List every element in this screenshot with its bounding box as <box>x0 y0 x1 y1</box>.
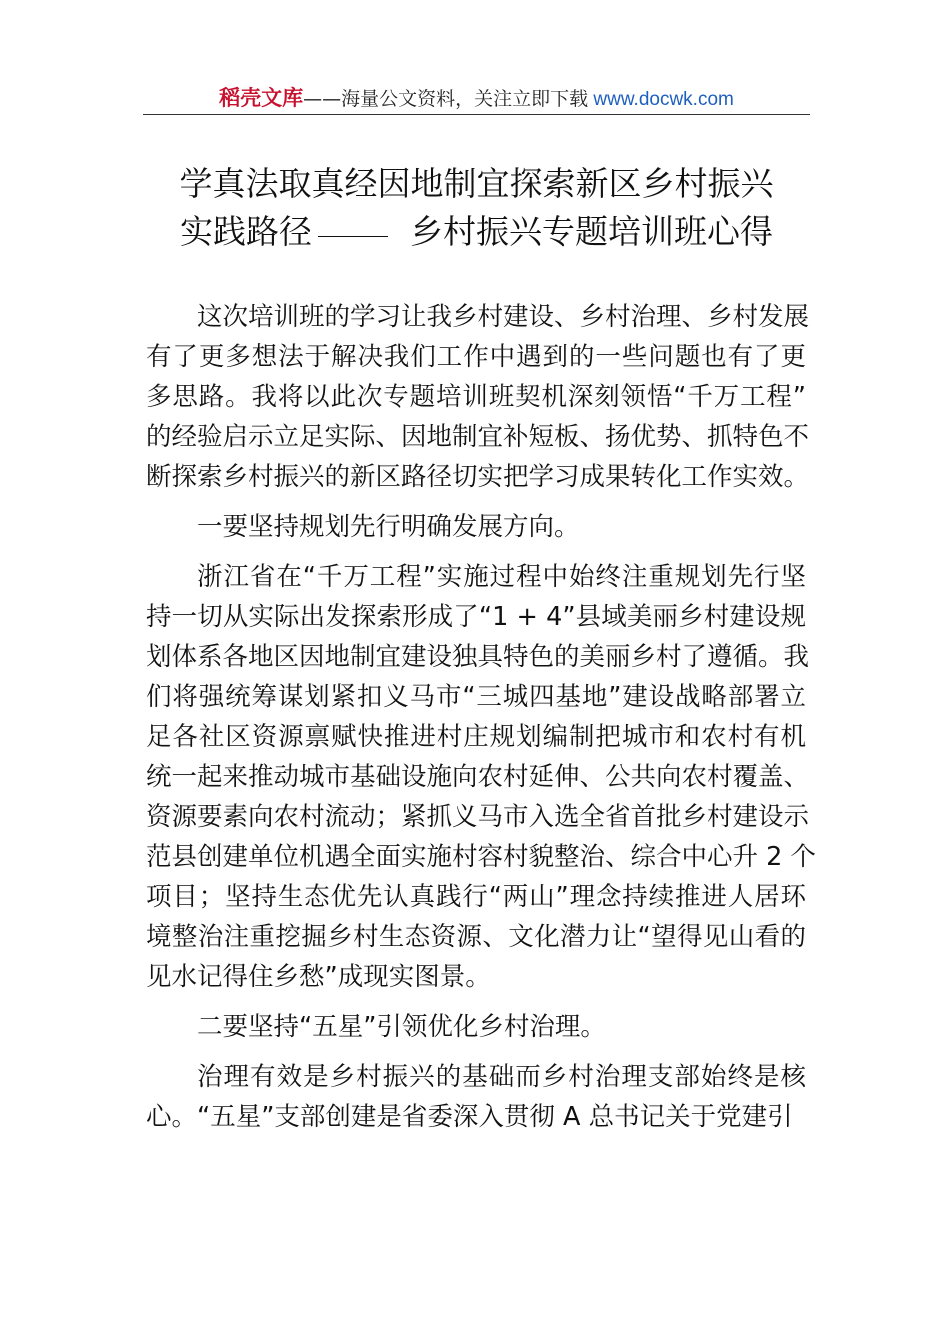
page-header <box>143 84 810 114</box>
paragraph-line: 见水记得住乡愁”成现实图景。 <box>146 962 491 992</box>
header-divider <box>143 114 810 115</box>
title-dash <box>318 236 388 237</box>
paragraph-line: 划体系各地区因地制宜建设独具特色的美丽乡村了遵循。我 <box>146 642 810 672</box>
paragraph-line: 项目；坚持生态优先认真践行“两山”理念持续推进人居环 <box>146 882 806 912</box>
paragraph-line: 的经验启示立足实际、因地制宜补短板、扬优势、抓特色不 <box>146 422 810 452</box>
brand-name: 稻壳文库 <box>219 86 304 110</box>
section-heading: 二要坚持“五星”引领优化乡村治理。 <box>197 1012 606 1042</box>
paragraph-line: 心。“五星”支部创建是省委深入贯彻 A 总书记关于党建引 <box>146 1102 793 1132</box>
paragraph-line: 们将强统筹谋划紧扣义马市“三城四基地”建设战略部署立 <box>146 682 806 712</box>
title-line-2 <box>143 208 810 256</box>
paragraph-line: 境整治注重挖掘乡村生态资源、文化潜力让“望得见山看的 <box>146 922 806 952</box>
paragraph-line: 有了更多想法于解决我们工作中遇到的一些问题也有了更 <box>146 342 806 372</box>
document-body <box>146 297 816 1137</box>
paragraph-line: 持一切从实际出发探索形成了“1 + 4”县域美丽乡村建设规 <box>146 602 806 632</box>
paragraph-line: 统一起来推动城市基础设施向农村延伸、公共向农村覆盖、 <box>146 762 810 792</box>
section-heading: 一要坚持规划先行明确发展方向。 <box>197 512 580 542</box>
document-title <box>143 160 810 256</box>
title-line-2-part-a: 实践路径 <box>180 212 312 251</box>
paragraph-line: 范县创建单位机遇全面实施村容村貌整治、综合中心升 2 个 <box>146 842 816 872</box>
paragraph-line: 多思路。我将以此次专题培训班契机深刻领悟“千万工程” <box>146 382 806 412</box>
paragraph-line: 这次培训班的学习让我乡村建设、乡村治理、乡村发展 <box>197 302 810 332</box>
paragraph-line: 资源要素向农村流动；紧抓义马市入选全省首批乡村建设示 <box>146 802 810 832</box>
header-tagline: ——海量公文资料，关注立即下载 <box>303 88 589 110</box>
paragraph-line: 浙江省在“千万工程”实施过程中始终注重规划先行坚 <box>197 562 806 592</box>
paragraph-line: 治理有效是乡村振兴的基础而乡村治理支部始终是核 <box>197 1062 806 1092</box>
title-line-2-part-b: 乡村振兴专题培训班心得 <box>410 212 773 251</box>
paragraph-line: 足各社区资源禀赋快推进村庄规划编制把城市和农村有机 <box>146 722 806 752</box>
paragraph-line: 断探索乡村振兴的新区路径切实把学习成果转化工作实效。 <box>146 462 810 492</box>
title-line-1: 学真法取真经因地制宜探索新区乡村振兴 <box>179 164 774 203</box>
site-link[interactable]: www.docwk.com <box>588 89 734 110</box>
